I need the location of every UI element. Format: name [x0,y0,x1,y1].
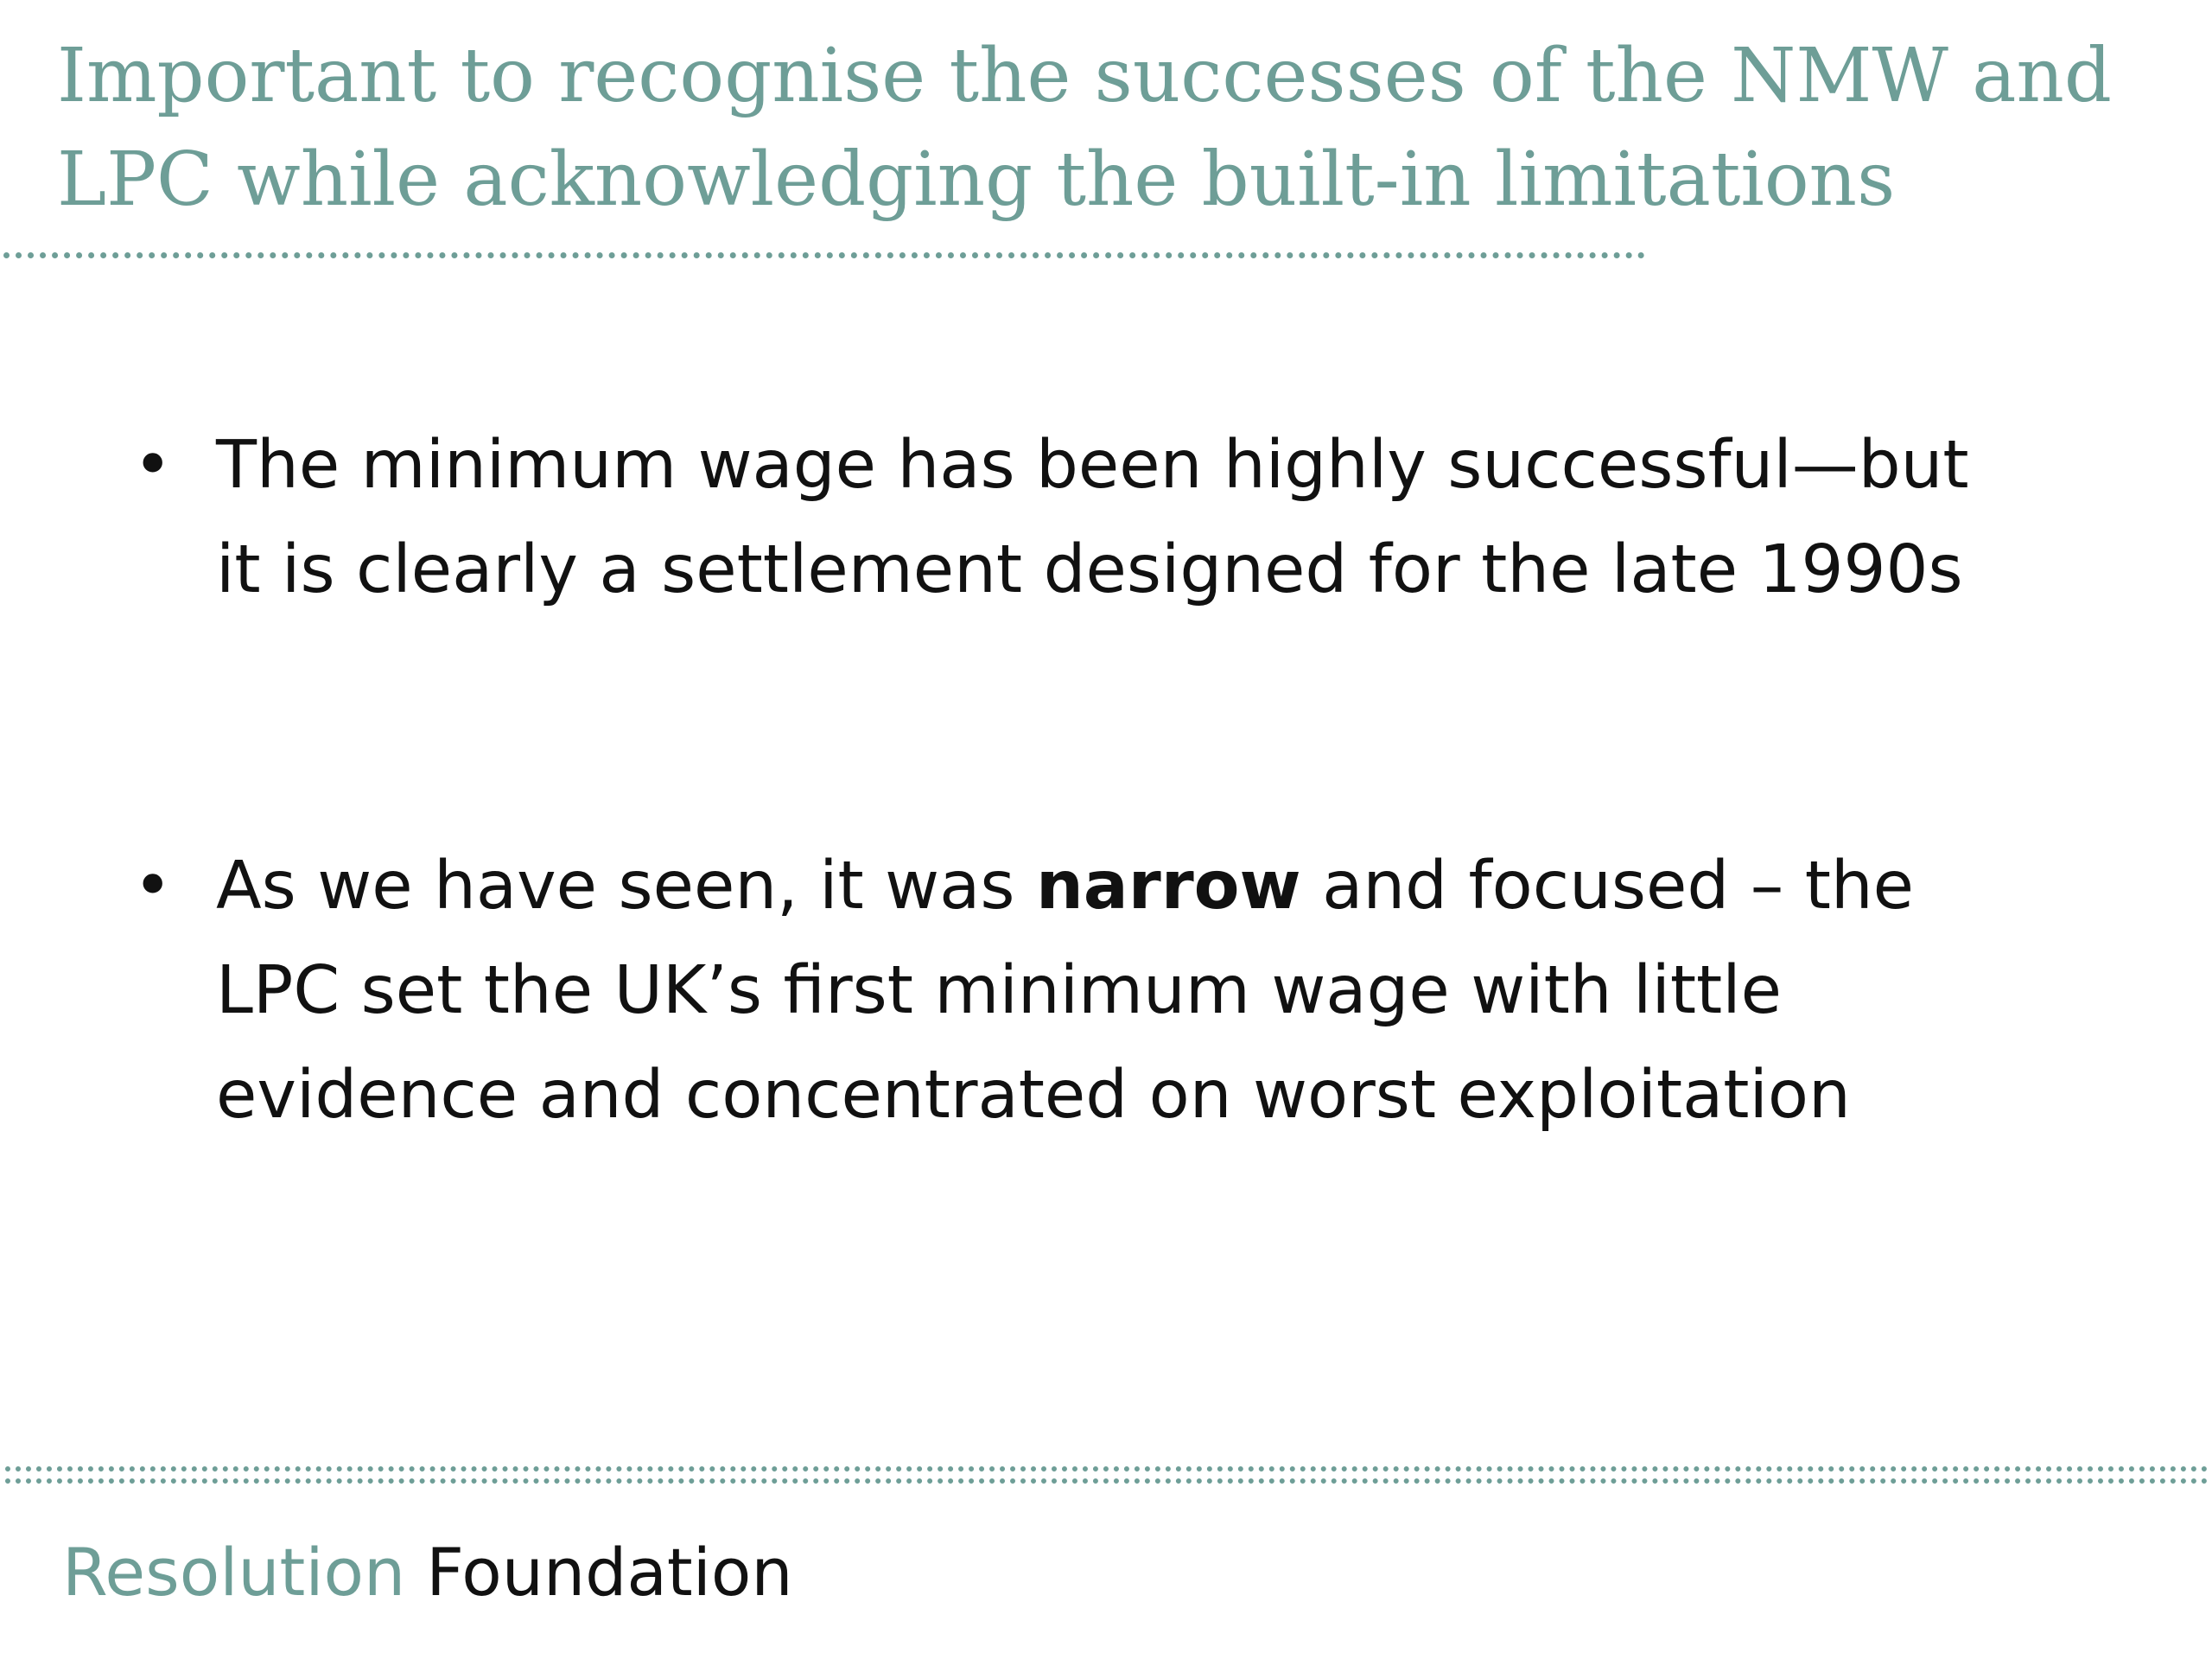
brand-name-second: Foundation [426,1534,793,1611]
brand-name-first: Resolution [62,1534,406,1611]
bullet-1-line-1: The minimum wage has been highly successful—but [216,427,1969,504]
slide-title-line-1: Important to recognise the successes of the NMW and [57,33,2112,119]
bullet-2-line-1-post: and focused – the [1300,848,1915,925]
bullet-dot-icon: • [133,848,173,925]
brand-logo [62,1525,793,1620]
bullet-2-line-1-pre: As we have seen, it was [216,848,1036,925]
footer-divider [5,1478,2209,1484]
bullet-1-line-2: it is clearly a settlement designed for the late 1990s [216,531,1963,608]
bullet-item [133,413,2160,622]
footer-divider [5,1466,2209,1471]
slide-title-line-2: LPC while acknowledging the built-in limitations [57,137,1896,223]
bullet-2-emphasis: narrow [1035,848,1301,925]
bullet-2-line-3: evidence and concentrated on worst exploitation [216,1057,1851,1134]
bullet-dot-icon: • [133,427,173,504]
bullet-item [133,834,2160,1147]
bullet-2-line-2: LPC set the UK’s first minimum wage with little [216,952,1782,1029]
